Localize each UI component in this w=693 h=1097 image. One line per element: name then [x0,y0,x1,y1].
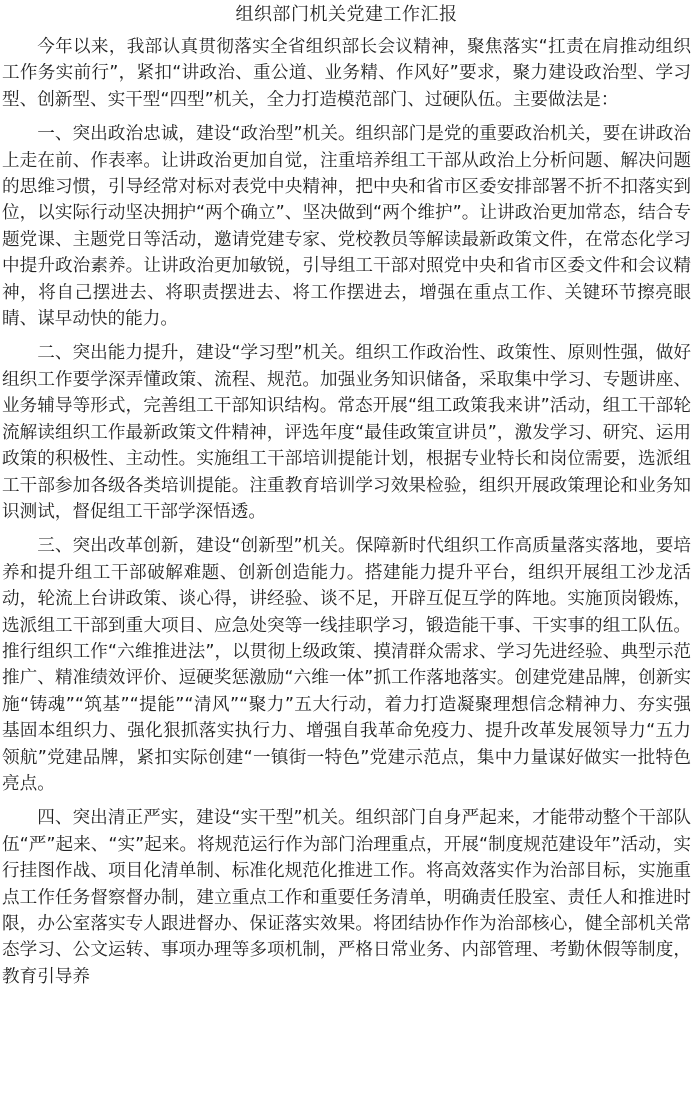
section-1-paragraph: 一、突出政治忠诚，建设“政治型”机关。组织部门是党的重要政治机关，要在讲政治上走在前、作表率。让讲政治更加自觉，注重培养组工干部从政治上分析问题、解决问题的思维习惯，引导经常对标对表党中央精神，把中央和省市区委安排部署不折不扣落实到位，以实际行动坚决拥护“两个确立”、坚决做到“两个维护”。让讲政治更加常态，结合专题党课、主题党日等活动，邀请党建专家、党校教员等解读最新政策文件，在常态化学习中提升政治素养。让讲政治更加敏锐，引导组工干部对照党中央和省市区委文件和会议精神，将自己摆进去、将职责摆进去、将工作摆进去，增强在重点工作、关键环节擦亮眼睛、谋早动快的能力。 [2,124,691,330]
section-4-paragraph: 四、突出清正严实，建设“实干型”机关。组织部门自身严起来，才能带动整个干部队伍“严”起来、“实”起来。将规范运行作为部门治理重点，开展“制度规范建设年”活动，实行挂图作战、项目化清单制、标准化规范化推进工作。将高效落实作为治部目标，实施重点工作任务督察督办制，建立重点工作和重要任务清单，明确责任股室、责任人和推进时限，办公室落实专人跟进督办、保证落实效果。将团结协作作为治部核心，健全部机关常态学习、公文运转、事项办理等多项机制，严格日常业务、内部管理、考勤休假等制度，教育引导养 [2,808,691,987]
intro-paragraph: 今年以来，我部认真贯彻落实全省组织部长会议精神，聚焦落实“扛责在肩推动组织工作务实前行”，紧扣“讲政治、重公道、业务精、作风好”要求，聚力建设政治型、学习型、创新型、实干型“四型”机关，全力打造模范部门、过硬队伍。主要做法是： [2,37,691,110]
document-title: 组织部门机关党建工作汇报 [235,4,458,25]
section-3-paragraph: 三、突出改革创新，建设“创新型”机关。保障新时代组织工作高质量落实落地，要培养和提升组工干部破解难题、创新创造能力。搭建能力提升平台，组织开展组工沙龙活动，轮流上台讲政策、谈心得，讲经验、谈不足，开辟互促互学的阵地。实施顶岗锻炼，选派组工干部到重大项目、应急处突等一线挂职学习，锻造能干事、干实事的组工队伍。推行组织工作“六维推进法”，以贯彻上级政策、摸清群众需求、学习先进经验、典型示范推广、精准绩效评价、逗硬奖惩激励“六维一体”抓工作落地落实。创建党建品牌，创新实施“铸魂”“筑基”“提能”“清风”“聚力”五大行动，着力打造凝聚理想信念精神力、夯实强基固本组织力、强化狠抓落实执行力、增强自我革命免疫力、提升改革发展领导力“五力领航”党建品牌，紧扣实际创建“一镇街一特色”党建示范点，集中力量谋好做实一批特色亮点。 [2,536,691,794]
section-2-paragraph: 二、突出能力提升，建设“学习型”机关。组织工作政治性、政策性、原则性强，做好组织工作要学深弄懂政策、流程、规范。加强业务知识储备，采取集中学习、专题讲座、业务辅导等形式，完善组工干部知识结构。常态开展“组工政策我来讲”活动，组工干部轮流解读组织工作最新政策文件精神，评选年度“最佳政策宣讲员”，激发学习、研究、运用政策的积极性、主动性。实施组工干部培训提能计划，根据专业特长和岗位需要，选派组工干部参加各级各类培训提能。注重教育培训学习效果检验，组织开展政策理论和业务知识测试，督促组工干部学深悟透。 [2,343,691,522]
